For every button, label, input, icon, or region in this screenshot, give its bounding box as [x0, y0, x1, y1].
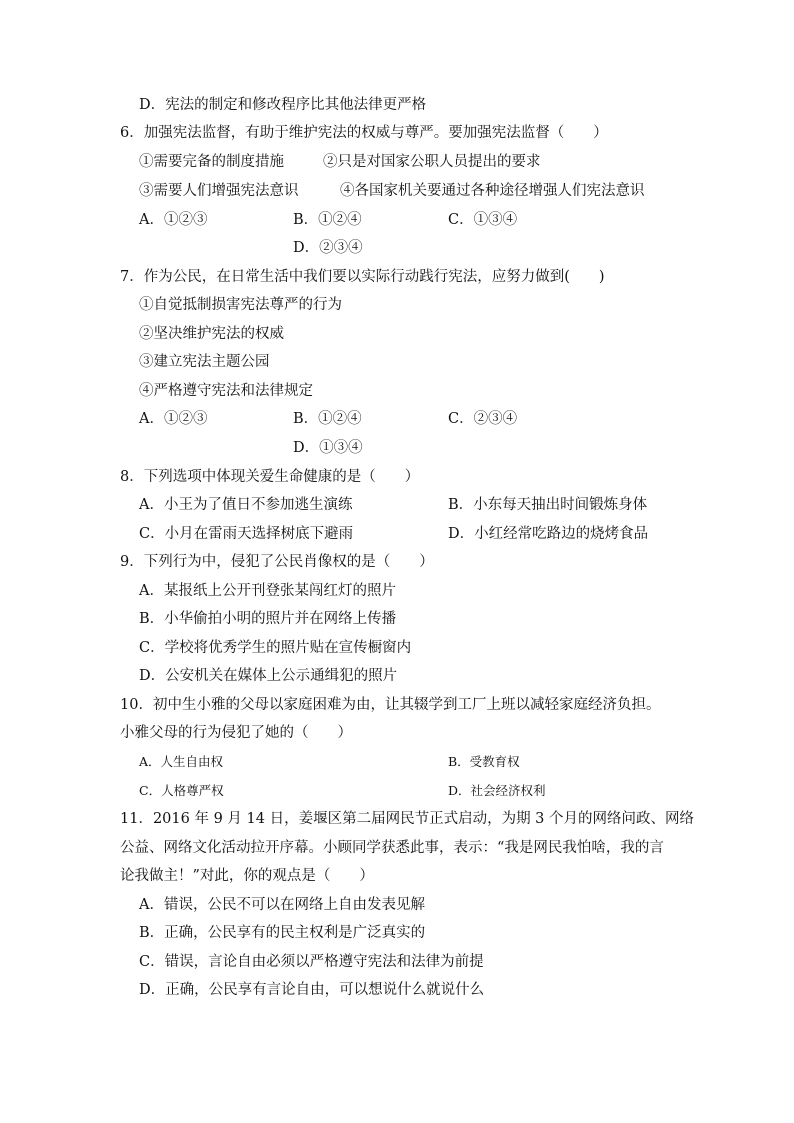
q11-option-a: A．错误，公民不可以在网络上自由发表见解: [139, 897, 425, 913]
q7-item-4: ④严格遵守宪法和法律规定: [139, 383, 313, 399]
q9-stem: 9．下列行为中，侵犯了公民肖像权的是（ ）: [120, 554, 434, 570]
q11-stem-line-3: 论我做主！”对此，你的观点是（ ）: [120, 868, 374, 884]
q10-option-c: C．人格尊严权: [139, 783, 224, 798]
q5-option-d: D．宪法的制定和修改程序比其他法律更严格: [139, 97, 427, 113]
q6-stem: 6．加强宪法监督，有助于维护宪法的权威与尊严。要加强宪法监督（ ）: [120, 125, 608, 141]
q6-item-1: ①需要完备的制度措施: [139, 154, 284, 170]
q11-option-c: C．错误，言论自由必须以严格遵守宪法和法律为前提: [139, 954, 484, 970]
q6-option-c: C．①③④: [448, 212, 518, 228]
q6-option-b: B．①②④: [293, 212, 362, 228]
q10-option-d: D．社会经济权利: [448, 783, 546, 798]
q8-option-b: B．小东每天抽出时间锻炼身体: [448, 497, 648, 513]
q10-option-a: A．人生自由权: [139, 754, 224, 769]
q10-stem-line-1: 10．初中生小雅的父母以家庭困难为由，让其辍学到工厂上班以减轻家庭经济负担。: [120, 697, 661, 713]
q7-item-3: ③建立宪法主题公园: [139, 354, 270, 370]
q10-stem-line-2: 小雅父母的行为侵犯了她的（ ）: [120, 725, 352, 741]
q11-option-b: B．正确，公民享有的民主权利是广泛真实的: [139, 925, 426, 941]
q8-stem: 8．下列选项中体现关爱生命健康的是（ ）: [120, 469, 420, 485]
q7-option-a: A．①②③: [139, 411, 208, 427]
q6-option-d: D．②③④: [293, 240, 363, 256]
q8-option-a: A．小王为了值日不参加逃生演练: [139, 497, 353, 513]
q9-option-b: B．小华偷拍小明的照片并在网络上传播: [139, 611, 397, 627]
q6-option-a: A．①②③: [139, 212, 208, 228]
q8-option-d: D．小红经常吃路边的烧烤食品: [448, 526, 649, 542]
q6-item-4: ④各国家机关要通过各种途径增强人们宪法意识: [340, 183, 645, 199]
q7-item-2: ②坚决维护宪法的权威: [139, 326, 284, 342]
q7-item-1: ①自觉抵制损害宪法尊严的行为: [139, 297, 342, 313]
q11-option-d: D．正确，公民享有言论自由，可以想说什么就说什么: [139, 982, 485, 998]
q7-option-d: D．①③④: [293, 440, 363, 456]
q11-stem-line-1: 11．2016 年 9 月 14 日，姜堰区第二届网民节正式启动，为期 3 个月的网络问政、网络: [120, 811, 695, 827]
q9-option-c: C．学校将优秀学生的照片贴在宣传橱窗内: [139, 640, 412, 656]
q10-option-b: B．受教育权: [448, 754, 520, 769]
q9-option-a: A．某报纸上公开刊登张某闯红灯的照片: [139, 583, 396, 599]
q7-option-c: C．②③④: [448, 411, 518, 427]
q11-stem-line-2: 公益、网络文化活动拉开序幕。小顾同学获悉此事，表示：“我是网民我怕啥，我的言: [120, 840, 664, 856]
q6-item-2: ②只是对国家公职人员提出的要求: [323, 154, 541, 170]
q7-stem: 7．作为公民，在日常生活中我们要以实际行动践行宪法，应努力做到( ): [120, 269, 605, 285]
q9-option-d: D．公安机关在媒体上公示通缉犯的照片: [139, 668, 398, 684]
q6-item-3: ③需要人们增强宪法意识: [139, 183, 299, 199]
q7-option-b: B．①②④: [293, 411, 362, 427]
q8-option-c: C．小月在雷雨天选择树底下避雨: [139, 526, 354, 542]
